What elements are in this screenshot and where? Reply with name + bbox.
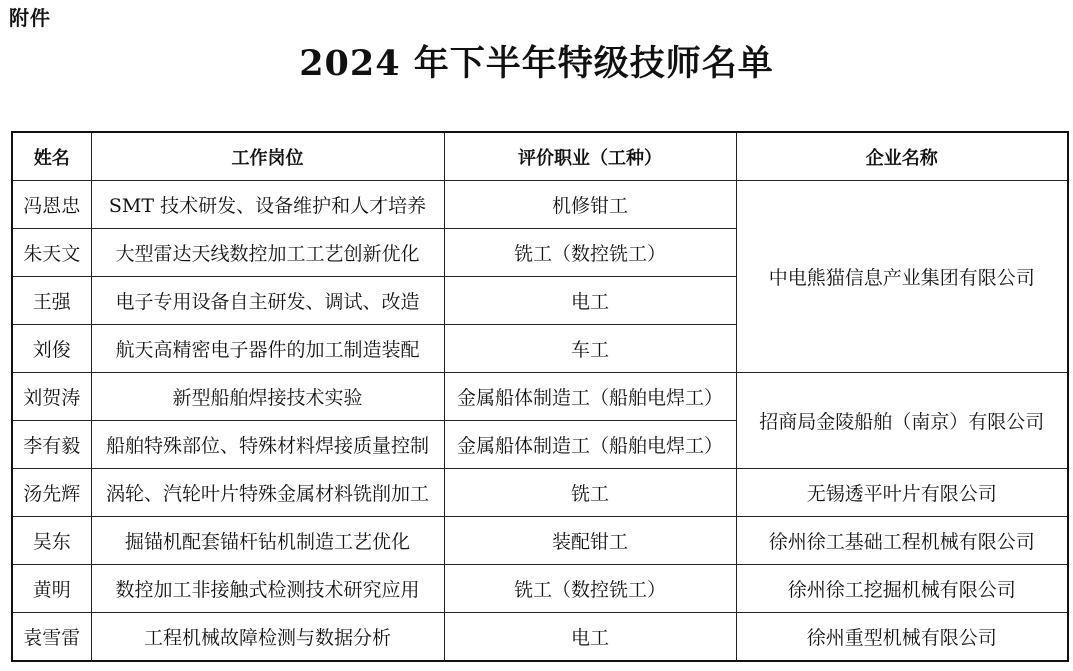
cell-occupation: 电工 [444,277,736,325]
cell-occupation: 金属船体制造工（船舶电焊工） [444,421,736,469]
cell-name: 朱天文 [12,229,91,277]
header-company: 企业名称 [736,132,1068,181]
cell-post: 电子专用设备自主研发、调试、改造 [91,277,444,325]
cell-company: 无锡透平叶片有限公司 [736,469,1068,517]
cell-name: 冯恩忠 [12,181,91,229]
cell-occupation: 金属船体制造工（船舶电焊工） [444,373,736,421]
cell-name: 王强 [12,277,91,325]
table-row [12,565,1068,613]
cell-company: 招商局金陵船舶（南京）有限公司 [736,373,1068,469]
cell-name: 李有毅 [12,421,91,469]
cell-company: 徐州徐工基础工程机械有限公司 [736,517,1068,565]
cell-occupation: 铣工（数控铣工） [444,565,736,613]
cell-post: 涡轮、汽轮叶片特殊金属材料铣削加工 [91,469,444,517]
cell-post: 工程机械故障检测与数据分析 [91,613,444,662]
header-occupation: 评价职业（工种） [444,132,736,181]
cell-post: 大型雷达天线数控加工工艺创新优化 [91,229,444,277]
cell-post: 船舶特殊部位、特殊材料焊接质量控制 [91,421,444,469]
table-row [12,613,1068,662]
cell-name: 刘俊 [12,325,91,373]
cell-post: 掘锚机配套锚杆钻机制造工艺优化 [91,517,444,565]
table-row [12,181,1068,229]
cell-name: 黄明 [12,565,91,613]
cell-name: 汤先辉 [12,469,91,517]
cell-company: 徐州重型机械有限公司 [736,613,1068,662]
cell-name: 袁雪雷 [12,613,91,662]
cell-name: 刘贺涛 [12,373,91,421]
cell-occupation: 装配钳工 [444,517,736,565]
header-name: 姓名 [12,132,91,181]
cell-post: 新型船舶焊接技术实验 [91,373,444,421]
cell-occupation: 电工 [444,613,736,662]
cell-company: 中电熊猫信息产业集团有限公司 [736,181,1068,373]
technician-table [11,131,1069,662]
cell-name: 吴东 [12,517,91,565]
table-row [12,469,1068,517]
cell-occupation: 车工 [444,325,736,373]
cell-post: SMT 技术研发、设备维护和人才培养 [91,181,444,229]
table-row [12,373,1068,421]
attachment-label: 附件 [9,6,51,30]
document-title: 2024 年下半年特级技师名单 [299,43,774,84]
header-row [12,132,1068,181]
cell-occupation: 机修钳工 [444,181,736,229]
table-row [12,517,1068,565]
cell-occupation: 铣工 [444,469,736,517]
cell-occupation: 铣工（数控铣工） [444,229,736,277]
cell-post: 数控加工非接触式检测技术研究应用 [91,565,444,613]
cell-company: 徐州徐工挖掘机械有限公司 [736,565,1068,613]
cell-post: 航天高精密电子器件的加工制造装配 [91,325,444,373]
header-post: 工作岗位 [91,132,444,181]
